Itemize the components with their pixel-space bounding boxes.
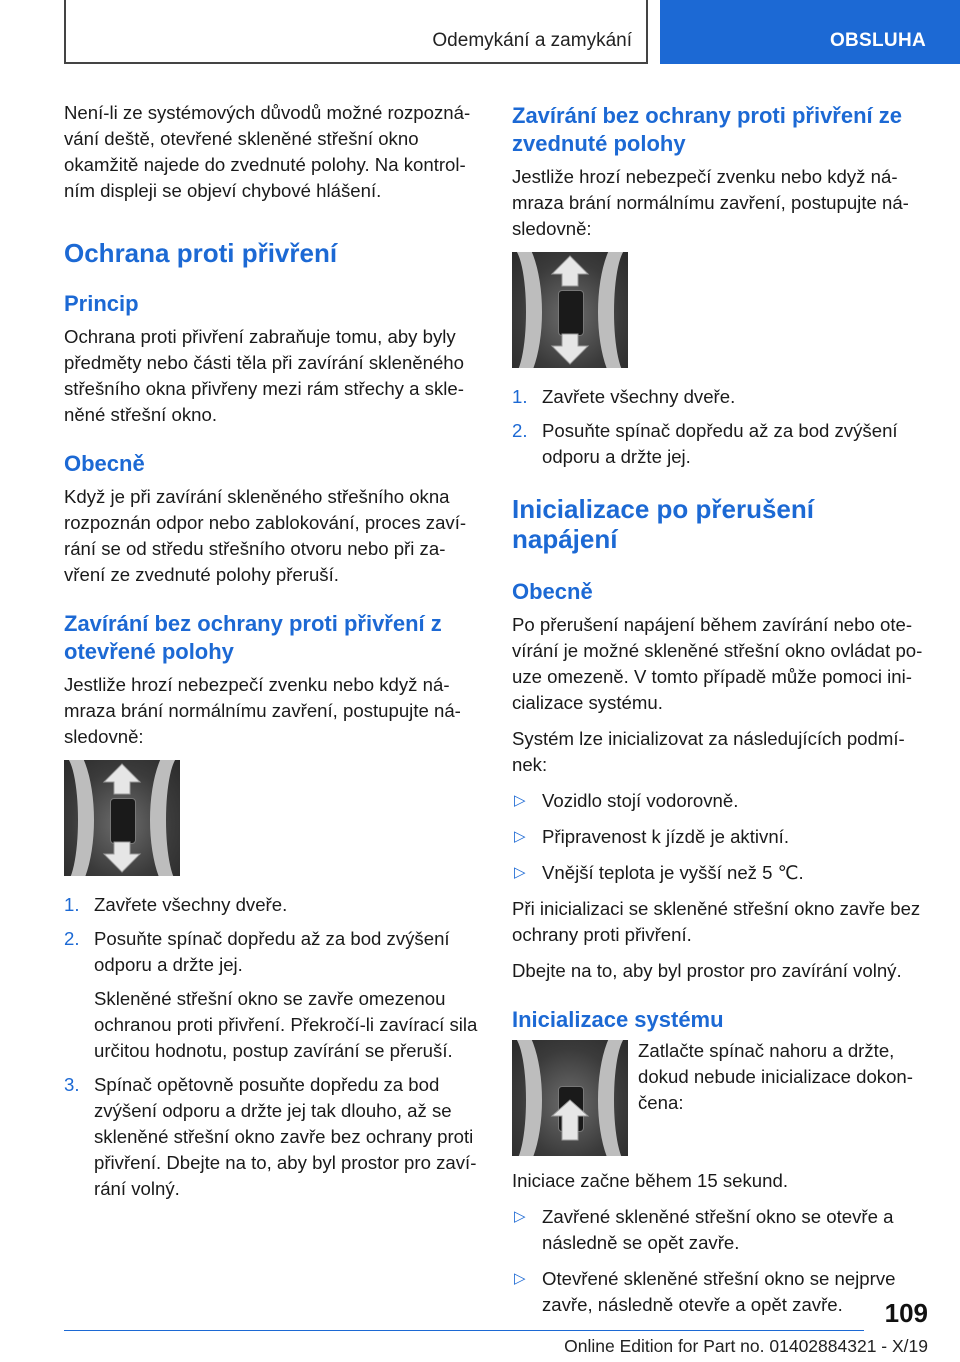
list-item: 3. Spínač opětovně posuňte dopředu za bod zvýšení odporu a držte jej tak dlouho, až se skleněné střešní okno zavře bez ochrany proti přivření. Dbejte na to, aby byl prostor pro zavírání volný. [64, 1074, 477, 1199]
triangle-bullet-icon: ▷ [514, 864, 526, 881]
triangle-bullet-icon: ▷ [514, 792, 526, 809]
list-item: ▷ Otevřené skleněné střešní okno se nejprve zavře, následně otevře a opět zavře. [514, 1268, 896, 1315]
footer-edition: Online Edition for Part no. 01402884321 - X/19 [564, 1336, 928, 1356]
heading-general: Obecně [512, 579, 593, 604]
list-item: ▷ Vozidlo stojí vodorovně. [512, 788, 926, 814]
page-number: 109 [884, 1298, 928, 1328]
heading-principle: Princip [64, 291, 139, 316]
list-item: 2. Posuňte spínač dopředu až za bod zvýšení odporu a držte jej. Skleněné střešní okno se zavře omezenou ochranou proti přivření. Překročí-li zavírací sila určitou hodnotu, postup zavírání se přeruší. [64, 926, 478, 1064]
results-list [512, 1204, 926, 1318]
conditions-list [512, 788, 926, 886]
heading-pinch-protection: Ochrana proti přivření [64, 238, 338, 268]
triangle-bullet-icon: ▷ [514, 1270, 526, 1287]
list-item: ▷ Vnější teplota je vyšší než 5 ℃. [512, 860, 926, 886]
general-paragraph: Když je při zavírání skleněného střešního okna rozpoznán odpor nebo zablokování, proces zavírání se od středu střešního otvoru nebo při zavření ze zvednuté polohy přeruší. [64, 486, 467, 585]
steps-list-right [512, 384, 926, 470]
triangle-bullet-icon: ▷ [514, 1208, 526, 1225]
right-column [512, 100, 926, 1328]
header-section-title: Odemykání a zamykání [432, 30, 632, 51]
heading-close-from-open: Zavírání bez ochrany proti přivření z otevřené polohy [64, 611, 442, 664]
list-item: ▷ Připravenost k jízdě je aktivní. [512, 824, 926, 850]
init-note-1: Při inicializaci se skleněné střešní okno zavře bez ochrany proti přivření. [512, 898, 921, 945]
system-init-row [512, 1040, 926, 1168]
roof-switch-image [64, 760, 180, 876]
triangle-bullet-icon: ▷ [514, 828, 526, 845]
conditions-intro: Systém lze inicializovat za následujících podmínek: [512, 728, 905, 775]
init-start-text: Iniciace začne během 15 sekund. [512, 1170, 788, 1191]
init-general-paragraph: Po přerušení napájení během zavírání nebo otevírání je možné skleněné střešní okno ovládat pouze omezeně. V tomto případě může pomoci inicializace systému. [512, 614, 923, 713]
footer-divider [64, 1330, 864, 1331]
roof-switch-image [512, 252, 628, 368]
heading-close-from-raised: Zavírání bez ochrany proti přivření ze zvednuté polohy [512, 103, 902, 156]
heading-system-init: Inicializace systému [512, 1007, 724, 1032]
intro-paragraph: Není-li ze systémových důvodů možné rozpoznávání deště, otevřené skleněné střešní okno okamžitě najede do zvednuté polohy. Na kontrolním displeji se objeví chybové hlášení. [64, 102, 471, 201]
header-chapter-title: OBSLUHA [829, 30, 926, 51]
left-column [64, 100, 478, 1210]
header-section-box [64, 0, 648, 64]
step-note: Skleněné střešní okno se zavře omezenou ochranou proti přivření. Překročí-li zavírací sila určitou hodnotu, postup zavírání se přeruší. [94, 988, 478, 1061]
header-chapter-tab [660, 0, 960, 64]
close-from-open-paragraph: Jestliže hrozí nebezpečí zvenku nebo když námraza brání normálnímu zavření, postupujte následovně: [64, 674, 461, 747]
list-item: 1. Zavřete všechny dveře. [512, 386, 736, 407]
principle-paragraph: Ochrana proti přivření zabraňuje tomu, aby byly předměty nebo části těla při zavírání skleněného střešního okna přivřeny mezi rám střechy a skleněné střešní okno. [64, 326, 464, 425]
init-note-2: Dbejte na to, aby byl prostor pro zavírání volný. [512, 960, 902, 981]
heading-general: Obecně [64, 451, 145, 476]
roof-switch-push-up-image [512, 1040, 628, 1156]
steps-list-left [64, 892, 478, 1202]
list-item: 2. Posuňte spínač dopředu až za bod zvýšení odporu a držte jej. [512, 420, 898, 467]
heading-init-after-power-loss: Inicializace po přerušení napájení [512, 494, 814, 554]
close-from-raised-paragraph: Jestliže hrozí nebezpečí zvenku nebo když námraza brání normálnímu zavření, postupujte následovně: [512, 166, 909, 239]
system-init-paragraph: Zatlačte spínač nahoru a držte, dokud nebude inicializace dokončena: [638, 1040, 913, 1113]
list-item: ▷ Zavřené skleněné střešní okno se otevře a následně se opět zavře. [514, 1206, 894, 1253]
list-item: 1. Zavřete všechny dveře. [64, 894, 288, 915]
